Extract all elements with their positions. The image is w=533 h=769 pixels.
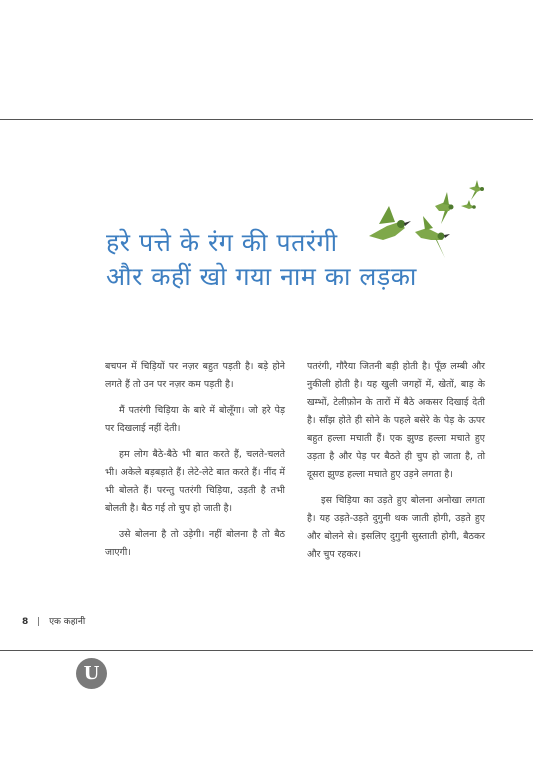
bird-large-right xyxy=(415,216,450,258)
title-line-2: और कहीं खो गया नाम का लड़का xyxy=(106,262,417,291)
bird-large-left xyxy=(369,206,411,254)
bird-small-middle xyxy=(435,192,454,224)
section-name: एक कहानी xyxy=(49,617,86,627)
paragraph-left-2: मैं पतरंगी चिड़िया के बारे में बोलूँगा। जो हरे पेड़ पर दिखलाई नहीं देती। xyxy=(105,405,285,434)
publisher-logo xyxy=(76,658,107,689)
footer-separator: | xyxy=(37,617,41,627)
paragraph-left-1: बचपन में चिड़ियों पर नज़र बहुत पड़ती है। बड़े होने लगते हैं तो उन पर नज़र कम पड़ती है। xyxy=(105,361,285,390)
bee-eater-birds-illustration xyxy=(365,178,495,260)
page-footer xyxy=(22,614,85,627)
body-column-right xyxy=(307,358,485,572)
logo-letter: U xyxy=(83,663,100,684)
paragraph-left-4: उसे बोलना है तो उड़ेगी। नहीं बोलना है तो बैठ जाएगी। xyxy=(105,529,285,558)
title-line-1: हरे पत्ते के रंग की पतरंगी xyxy=(106,228,338,257)
bird-tiny-right xyxy=(461,200,476,209)
paragraph-left-3: हम लोग बैठे-बैठे भी बात करते हैं, चलते-चलते भी। अकेले बड़बड़ाते हैं। लेटे-लेटे बात करते हैं। नींद में भी बोलते हैं। परन्तु पतरंगी चिड़िया, उड़ती है तभी बोलती है। बैठ गई तो चुप हो जाती है। xyxy=(105,449,285,514)
page-number: 8 xyxy=(22,617,29,627)
bottom-rule xyxy=(0,650,533,651)
top-rule xyxy=(0,119,533,120)
body-column-left xyxy=(105,358,285,570)
bird-tiny-top xyxy=(469,180,484,200)
paragraph-right-1: पतरंगी, गौरैया जितनी बड़ी होती है। पूँछ लम्बी और नुकीली होती है। यह खुली जगहों में, खेतों, बाड़ के खम्भों, टेलीफ़ोन के तारों में बैठे अकसर दिखाई देती है। साँझ होते ही सोने के पहले बसेरे के पेड़ के ऊपर बहुत हल्ला मचाती हैं। एक झुण्ड हल्ला मचाते हुए उड़ता है और पेड़ पर बैठते ही चुप हो जाता है, तो दूसरा झुण्ड हल्ला मचाते हुए उड़ने लगता है। xyxy=(307,361,485,480)
paragraph-right-2: इस चिड़िया का उड़ते हुए बोलना अनोखा लगता है। यह उड़ते-उड़ते दुगुनी थक जाती होगी, उड़ते हुए और बोलने से। इसलिए दुगुनी सुस्ताती होगी, बैठकर और चुप रहकर। xyxy=(307,495,485,560)
